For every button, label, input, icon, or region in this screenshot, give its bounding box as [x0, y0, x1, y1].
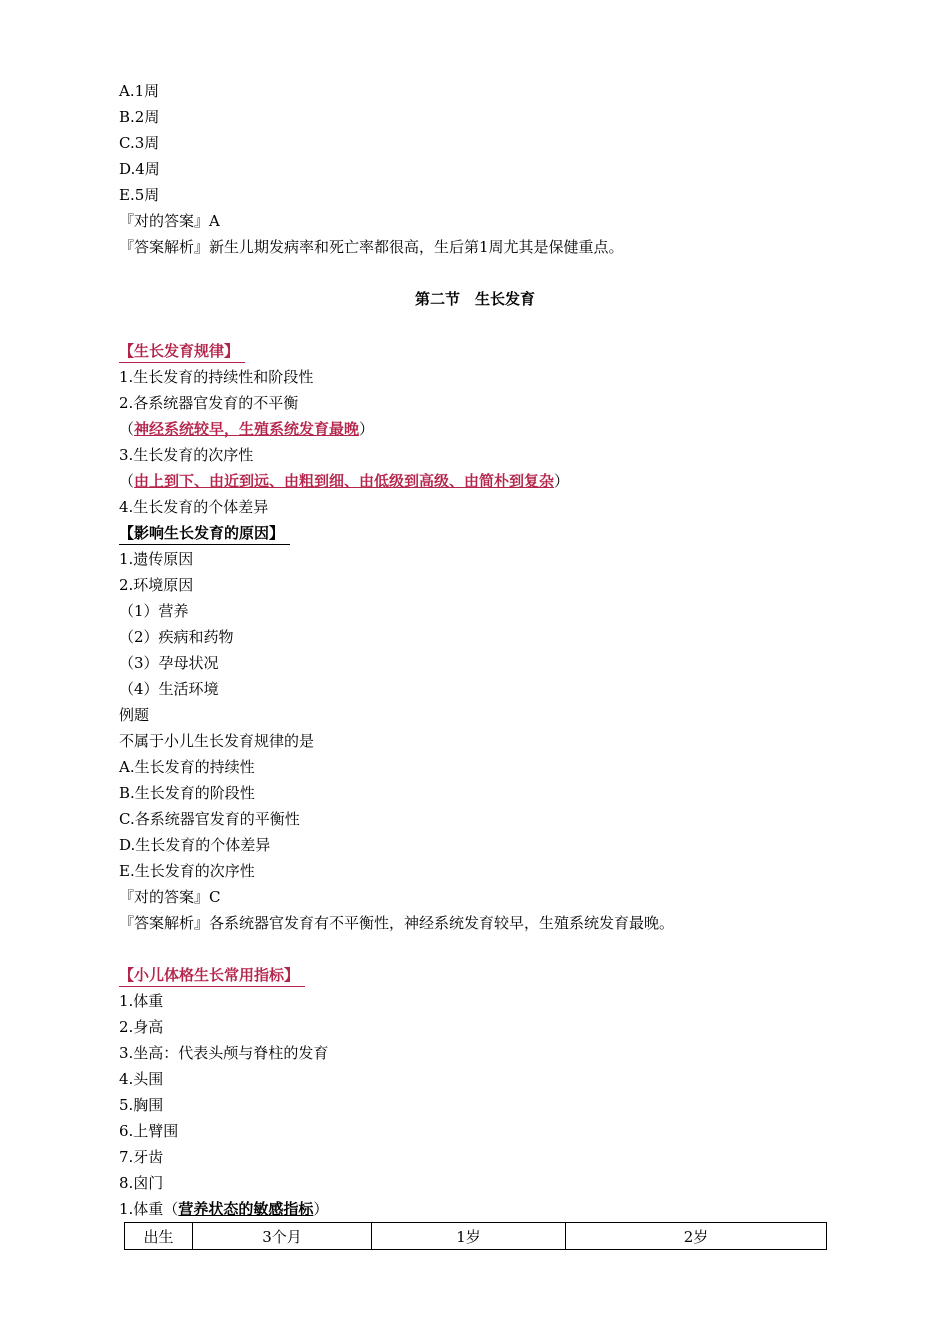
weight-prefix: 1.体重（	[119, 1200, 179, 1218]
table-row	[125, 1223, 827, 1250]
indicator-item: 8.囟门	[119, 1174, 164, 1192]
q1-option-c: C.3周	[119, 134, 160, 152]
paren-close: ）	[359, 420, 375, 438]
law-2: 2.各系统器官发育的不平衡	[119, 394, 299, 412]
q2-option-e: E.生长发育的次序性	[119, 862, 255, 880]
law-2-note-line	[119, 418, 374, 440]
factor-item: （2）疾病和药物	[119, 628, 234, 646]
q2-answer: 『对的答案』C	[119, 888, 221, 906]
factor-item: （1）营养	[119, 602, 189, 620]
indicator-item: 7.牙齿	[119, 1148, 164, 1166]
indicator-item: 6.上臂围	[119, 1122, 179, 1140]
heading-growth-laws: 【生长发育规律】	[119, 340, 245, 363]
factor-item: 1.遗传原因	[119, 550, 194, 568]
factor-item: （3）孕母状况	[119, 654, 219, 672]
law-3-highlight: 由上到下、由近到远、由粗到细、由低级到高级、由简朴到复杂	[134, 472, 555, 490]
factor-item: （4）生活环境	[119, 680, 219, 698]
q2-stem: 不属于小儿生长发育规律的是	[119, 732, 315, 750]
indicator-item: 3.坐高：代表头颅与脊柱的发育	[119, 1044, 329, 1062]
q2-option-a: A.生长发育的持续性	[119, 758, 255, 776]
q1-option-e: E.5周	[119, 186, 160, 204]
paren-close: ）	[554, 472, 570, 490]
q1-answer: 『对的答案』A	[119, 212, 220, 230]
q1-option-a: A.1周	[119, 82, 160, 100]
q1-explanation: 『答案解析』新生儿期发病率和死亡率都很高，生后第1周尤其是保健重点。	[119, 238, 624, 256]
law-1: 1.生长发育的持续性和阶段性	[119, 368, 314, 386]
weight-table	[124, 1222, 827, 1250]
q2-option-c: C.各系统器官发育的平衡性	[119, 810, 300, 828]
weight-suffix: ）	[313, 1200, 329, 1218]
law-3-note-line	[119, 470, 569, 492]
q1-option-d: D.4周	[119, 160, 160, 178]
factor-item: 2.环境原因	[119, 576, 194, 594]
heading-growth-factors: 【影响生长发育的原因】	[119, 522, 290, 545]
weight-heading	[119, 1198, 328, 1220]
table-cell: 出生	[125, 1223, 193, 1250]
table-cell: 2岁	[566, 1223, 827, 1250]
table-cell: 1岁	[372, 1223, 566, 1250]
law-4: 4.生长发育的个体差异	[119, 498, 269, 516]
section-title: 第二节 生长发育	[414, 290, 535, 308]
example-label: 例题	[119, 706, 150, 724]
q1-option-b: B.2周	[119, 108, 160, 126]
indicator-item: 2.身高	[119, 1018, 164, 1036]
indicator-item: 1.体重	[119, 992, 164, 1010]
table-cell: 3个月	[193, 1223, 372, 1250]
paren-open: （	[119, 420, 135, 438]
law-3: 3.生长发育的次序性	[119, 446, 254, 464]
weight-highlight: 营养状态的敏感指标	[178, 1200, 314, 1218]
paren-open: （	[119, 472, 135, 490]
q2-explanation: 『答案解析』各系统器官发育有不平衡性，神经系统发育较早，生殖系统发育最晚。	[119, 914, 675, 932]
heading-growth-indicators: 【小儿体格生长常用指标】	[119, 964, 305, 987]
q2-option-b: B.生长发育的阶段性	[119, 784, 255, 802]
indicator-item: 4.头围	[119, 1070, 164, 1088]
q2-option-d: D.生长发育的个体差异	[119, 836, 271, 854]
indicator-item: 5.胸围	[119, 1096, 164, 1114]
law-2-highlight: 神经系统较早，生殖系统发育最晚	[134, 420, 360, 438]
